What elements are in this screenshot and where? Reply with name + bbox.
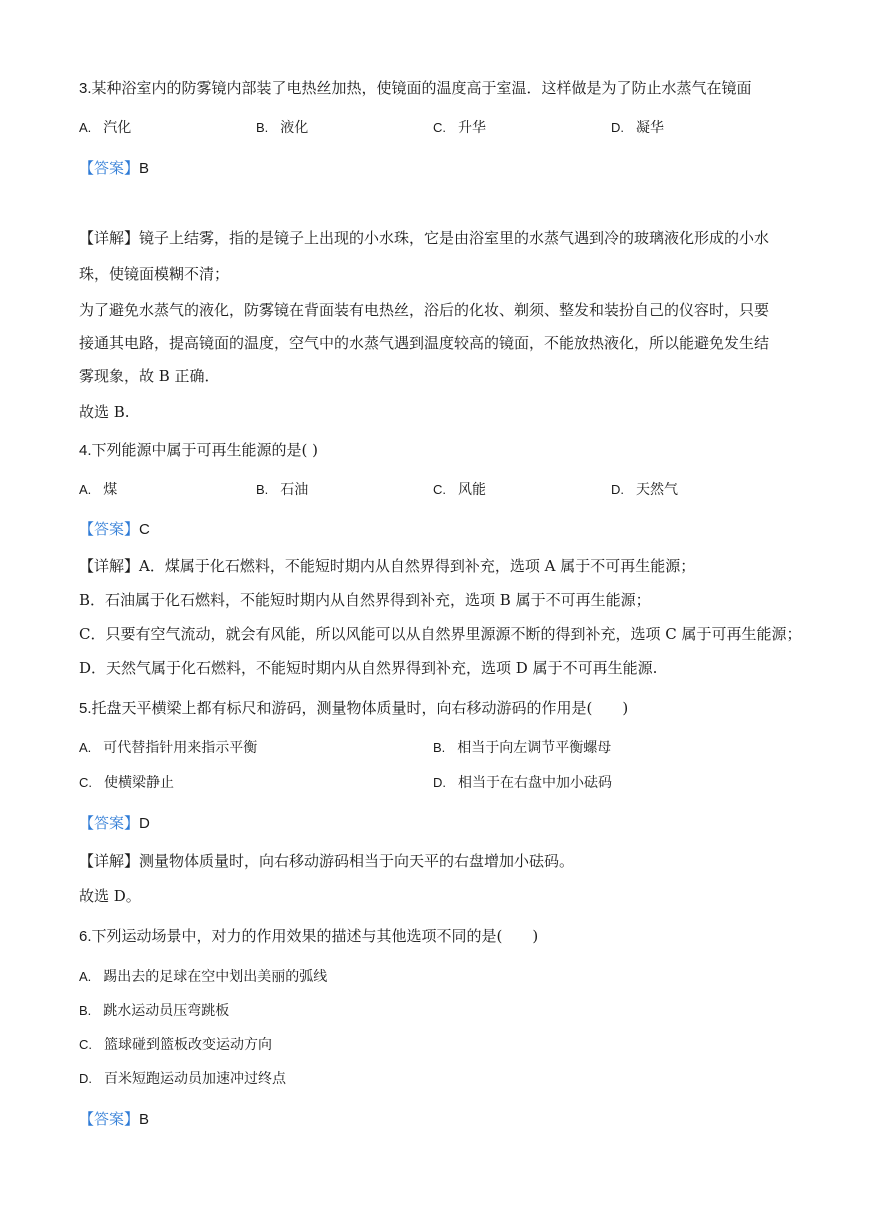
- q3-detail-line-5: 雾现象，故 B 正确．: [79, 367, 220, 385]
- detail-tag: 【详解】: [79, 852, 140, 870]
- q4-detail-line-2: B．石油属于化石燃料，不能短时期内从自然界得到补充，选项 B 属于不可再生能源；: [79, 591, 651, 609]
- detail-text: 测量物体质量时，向右移动游码相当于向天平的右盘增加小砝码。: [139, 852, 575, 870]
- option-letter: C.: [433, 120, 446, 135]
- q3-detail-line-4: 接通其电路，提高镜面的温度，空气中的水蒸气遇到温度较高的镜面，不能放热液化，所以能避免发生结: [79, 334, 770, 352]
- option-text: 使横梁静止: [104, 775, 174, 791]
- q3-detail-line-1: [79, 228, 769, 248]
- option-text: 石油: [280, 482, 309, 498]
- option-letter: B.: [79, 1003, 92, 1018]
- q5-option-a: [79, 738, 257, 758]
- answer-tag: 【答案】: [79, 814, 140, 832]
- q5-option-d: [433, 773, 612, 793]
- q3-conclusion: 故选 B.: [79, 403, 130, 421]
- question-number: 5.: [79, 700, 92, 717]
- question-number: 6.: [79, 928, 92, 945]
- q3-detail-line-2: 珠，使镜面模糊不清；: [79, 265, 230, 283]
- detail-text: A．煤属于化石燃料，不能短时期内从自然界得到补充，选项 A 属于不可再生能源；: [139, 557, 696, 575]
- question-text: 某种浴室内的防雾镜内部装了电热丝加热，使镜面的温度高于室温．这样做是为了防止水蒸气在镜面: [91, 79, 752, 97]
- option-text: 升华: [458, 120, 486, 136]
- option-letter: D.: [79, 1071, 92, 1086]
- q6-answer: [79, 1109, 149, 1130]
- q4-option-b: [256, 480, 308, 500]
- detail-tag: 【详解】: [79, 229, 140, 247]
- answer-value: D: [139, 815, 150, 832]
- option-letter: B.: [256, 120, 269, 135]
- q6-option-c: [79, 1035, 272, 1055]
- option-text: 篮球碰到篮板改变运动方向: [104, 1037, 272, 1053]
- q4-answer: [79, 519, 150, 540]
- q4-option-a: [79, 480, 117, 500]
- option-letter: C.: [79, 775, 92, 790]
- q5-conclusion: 故选 D。: [79, 887, 141, 905]
- option-letter: C.: [433, 482, 446, 497]
- q3-option-d: [611, 118, 664, 138]
- option-text: 凝华: [636, 120, 664, 136]
- option-letter: C.: [79, 1037, 92, 1052]
- option-text: 液化: [280, 120, 309, 136]
- answer-value: B: [139, 160, 150, 177]
- option-letter: A.: [79, 969, 92, 984]
- question-3-stem: [79, 78, 752, 99]
- question-number: 3.: [79, 80, 92, 97]
- q6-option-d: [79, 1069, 286, 1089]
- q4-option-d: [611, 480, 678, 500]
- q3-option-b: [256, 118, 308, 138]
- option-text: 跳水运动员压弯跳板: [103, 1003, 230, 1019]
- detail-tag: 【详解】: [79, 557, 140, 575]
- option-letter: D.: [611, 482, 624, 497]
- option-text: 相当于向左调节平衡螺母: [457, 740, 612, 756]
- option-letter: A.: [79, 120, 92, 135]
- q4-detail-line-3: C．只要有空气流动，就会有风能，所以风能可以从自然界里源源不断的得到补充，选项 C 属于可再生能源；: [79, 625, 802, 643]
- option-text: 可代替指针用来指示平衡: [103, 740, 258, 756]
- question-text: 下列运动场景中，对力的作用效果的描述与其他选项不同的是( ): [91, 927, 539, 945]
- option-text: 风能: [458, 482, 486, 498]
- option-letter: B.: [433, 740, 446, 755]
- answer-value: B: [139, 1111, 150, 1128]
- q5-option-c: [79, 773, 174, 793]
- answer-tag: 【答案】: [79, 1110, 140, 1128]
- q5-answer: [79, 813, 150, 834]
- option-letter: D.: [433, 775, 446, 790]
- q3-option-a: [79, 118, 131, 138]
- option-text: 踢出去的足球在空中划出美丽的弧线: [103, 969, 328, 985]
- q4-detail-line-1: [79, 556, 695, 576]
- q4-detail-line-4: D．天然气属于化石燃料，不能短时期内从自然界得到补充，选项 D 属于不可再生能源.: [79, 659, 658, 677]
- q3-detail-line-3: 为了避免水蒸气的液化，防雾镜在背面装有电热丝，浴后的化妆、剃须、整发和装扮自己的仪容时，只要: [79, 301, 770, 319]
- option-letter: A.: [79, 482, 92, 497]
- q3-option-c: [433, 118, 486, 138]
- question-6-stem: [79, 926, 538, 947]
- q6-option-b: [79, 1001, 229, 1021]
- option-text: 汽化: [103, 120, 132, 136]
- option-letter: B.: [256, 482, 269, 497]
- option-letter: D.: [611, 120, 624, 135]
- question-number: 4.: [79, 442, 92, 459]
- question-4-stem: [79, 440, 318, 461]
- question-5-stem: [79, 698, 628, 719]
- detail-text: 镜子上结雾，指的是镜子上出现的小水珠，它是由浴室里的水蒸气遇到冷的玻璃液化形成的小水: [139, 229, 770, 247]
- answer-tag: 【答案】: [79, 520, 140, 538]
- option-text: 天然气: [636, 482, 678, 498]
- question-text: 托盘天平横梁上都有标尺和游码，测量物体质量时，向右移动游码的作用是( ): [91, 699, 629, 717]
- q5-option-b: [433, 738, 611, 758]
- q6-option-a: [79, 967, 327, 987]
- answer-tag: 【答案】: [79, 159, 140, 177]
- option-text: 百米短跑运动员加速冲过终点: [104, 1071, 286, 1087]
- answer-value: C: [139, 521, 150, 538]
- option-text: 煤: [103, 482, 118, 498]
- q4-option-c: [433, 480, 486, 500]
- q5-detail-line-1: [79, 851, 574, 871]
- question-text: 下列能源中属于可再生能源的是( ): [91, 441, 318, 459]
- option-text: 相当于在右盘中加小砝码: [458, 775, 612, 791]
- option-letter: A.: [79, 740, 92, 755]
- q3-answer: [79, 158, 149, 179]
